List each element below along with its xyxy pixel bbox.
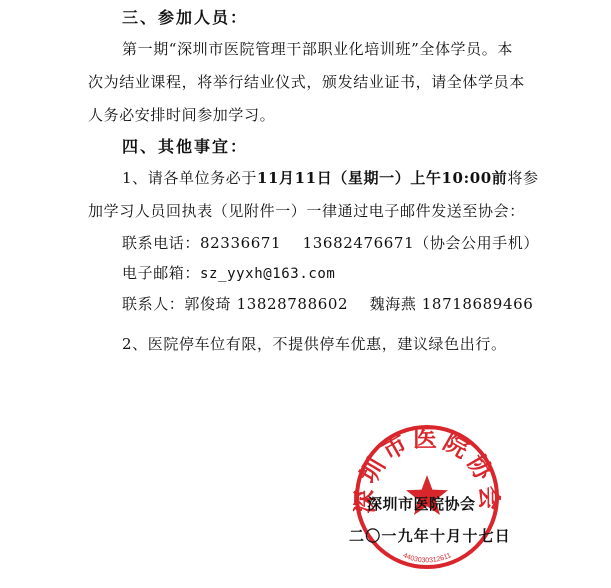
email-row (122, 263, 335, 284)
signature-organization: 深圳市医院协会 (367, 495, 476, 513)
item1-prefix: 1、请各单位务必于 (122, 169, 257, 187)
phone-row (122, 233, 539, 253)
contact-label: 联系人： (122, 295, 185, 313)
email-value: sz_yyxh@163.com (200, 266, 336, 282)
phone-label: 联系电话： (122, 234, 201, 252)
section4-heading: 四、其他事宜： (122, 137, 249, 156)
seal-arc-text: 深圳市医院协会 (353, 426, 501, 514)
item1-suffix: 将参 (507, 169, 539, 187)
section4-item2: 2、医院停车位有限，不提供停车优惠，建议绿色出行。 (122, 335, 507, 353)
signature-date: 二〇一九年十月十七日 (349, 527, 512, 545)
section4-item1-line1 (122, 168, 539, 188)
email-label: 电子邮箱： (122, 264, 201, 282)
contact-row (122, 294, 533, 314)
item1-deadline: 11月11日（星期一）上午10:00前 (256, 169, 508, 187)
section3-heading: 三、参加人员： (122, 8, 249, 27)
phone-value: 82336671 13682476671（协会公用手机） (200, 234, 540, 252)
seal-serial-text: 4403030312611 (401, 552, 453, 565)
section3-line-1: 第一期“深圳市医院管理干部职业化培训班”全体学员。本 (122, 40, 513, 58)
section4-item1-line2: 加学习人员回执表（见附件一）一律通过电子邮件发送至协会： (88, 202, 525, 220)
contact-value: 郭俊琦 13828788602 魏海燕 18718689466 (184, 295, 534, 313)
section3-line-3: 人务必安排时间参加学习。 (88, 106, 276, 124)
section3-line-2: 次为结业课程，将举行结业仪式，颁发结业证书，请全体学员本 (88, 73, 525, 91)
